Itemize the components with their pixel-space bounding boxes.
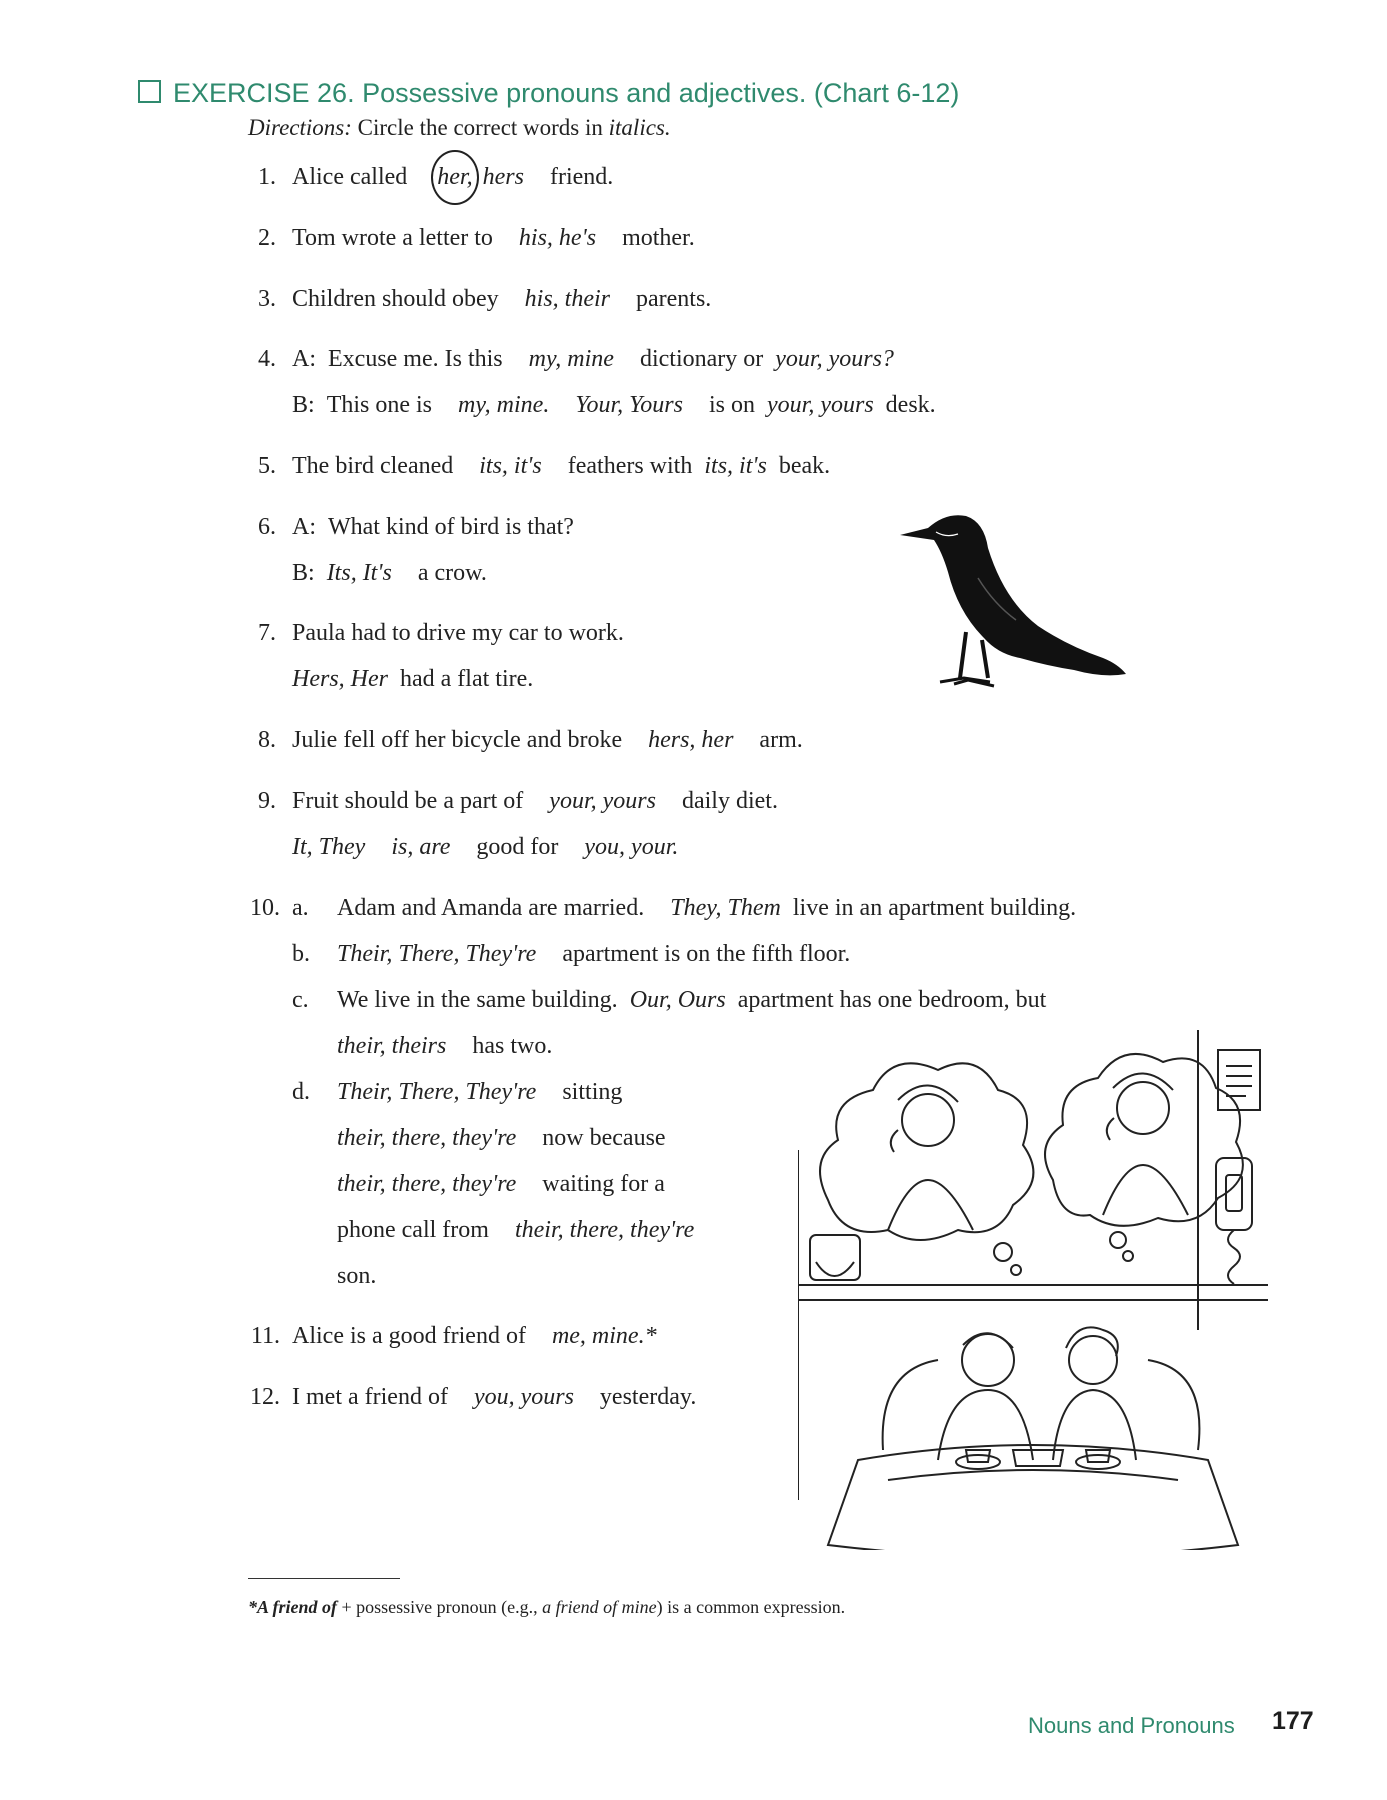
directions: Directions: Circle the correct words in italics. [248,115,671,140]
exercise-item-1: Alice called her, hers friend. [292,164,613,191]
exercise-item-7: Paula had to drive my car to work. [292,620,624,646]
answer-choices[interactable]: my, mine [528,346,614,372]
exercise-item-7b: Hers, Her had a flat tire. [292,666,534,692]
item-number: 10. [250,895,280,921]
answer-choices[interactable]: their, there, they're [514,1217,695,1243]
crow-illustration [898,508,1138,698]
sub-item-letter: c. [292,987,309,1013]
item-number: 9. [258,788,276,814]
footnote: *A friend of + possessive pronoun (e.g., a friend of mine) is a common expression. [248,1597,846,1617]
answer-choices[interactable]: Hers, Her [292,666,388,692]
exercise-item-5: The bird cleaned its, it's feathers with its, it's beak. [292,453,831,479]
exercise-item-10d-4: phone call from their, there, they're [337,1217,695,1243]
answer-choices[interactable]: his, their [524,286,610,312]
answer-choices[interactable]: Their, There, They're [337,1079,537,1105]
item-number: 7. [258,620,276,646]
answer-choices[interactable]: their, there, they're [337,1171,517,1197]
exercise-item-12: I met a friend of you, yours yesterday. [292,1384,697,1410]
answer-choices[interactable]: Our, Ours [629,987,726,1013]
answer-choices[interactable]: its, it's [704,453,767,479]
exercise-item-3: Children should obey his, their parents. [292,286,712,312]
item-number: 4. [258,346,276,372]
item-number: 6. [258,514,276,540]
exercise-item-6b: B: Its, It's a crow. [292,560,487,586]
sub-item-letter: d. [292,1079,310,1105]
answer-choices[interactable]: your, yours? [775,346,894,372]
exercise-item-10d-5: son. [337,1263,377,1289]
answer-choices[interactable]: its, it's [479,453,542,479]
answer-choices[interactable]: It, They [292,834,366,860]
exercise-item-10d-2: their, there, they're now because [337,1125,666,1151]
answer-choices[interactable]: is, are [391,834,451,860]
item-number: 2. [258,225,276,251]
answer-choices[interactable]: your, yours [767,392,874,418]
couple-waiting-illustration [798,1030,1268,1550]
checkbox-icon[interactable] [138,80,161,103]
item-number: 3. [258,286,276,312]
exercise-item-11: Alice is a good friend of me, mine.* [292,1323,657,1349]
item-number: 5. [258,453,276,479]
answer-choices[interactable]: They, Them [670,895,781,921]
item-number: 11. [250,1323,280,1349]
answer-choices[interactable]: Their, There, They're [337,941,537,967]
answer-choices[interactable]: my, mine. [458,392,550,418]
exercise-item-2: Tom wrote a letter to his, he's mother. [292,225,695,251]
answer-choices[interactable]: Your, Yours [575,392,683,418]
exercise-item-8: Julie fell off her bicycle and broke hers, her arm. [292,727,803,753]
exercise-title: EXERCISE 26. Possessive pronouns and adjectives. (Chart 6-12) [138,78,959,109]
exercise-item-10c-cont: their, theirs has two. [337,1033,553,1059]
exercise-item-10d-1: Their, There, They're sitting [337,1079,623,1105]
answer-choices[interactable]: you, yours [473,1384,574,1410]
exercise-item-10c: We live in the same building. Our, Ours apartment has one bedroom, but [337,987,1047,1013]
answer-choices[interactable]: their, there, they're [337,1125,517,1151]
footnote-divider [248,1578,400,1579]
exercise-item-9b: It, They is, are good for you, your. [292,834,679,860]
answer-choices[interactable]: his, he's [518,225,597,251]
exercise-item-10b: Their, There, They're apartment is on the fifth floor. [337,941,851,967]
answer-choices[interactable]: Its, It's [326,560,392,586]
answer-choices[interactable]: their, theirs [337,1033,447,1059]
exercise-item-10a: Adam and Amanda are married. They, Them live in an apartment building. [337,895,1077,921]
answer-choices[interactable]: you, your. [584,834,679,860]
section-label: Nouns and Pronouns [1028,1713,1235,1738]
circled-answer: her, [431,150,478,205]
item-number: 8. [258,727,276,753]
exercise-item-4b: B: This one is my, mine. Your, Yours is on your, yours desk. [292,392,936,418]
sub-item-letter: b. [292,941,310,967]
item-number: 1. [258,164,276,190]
item-number: 12. [250,1384,280,1410]
answer-choices[interactable]: hers, her [648,727,734,753]
page-number: 177 [1272,1707,1314,1735]
exercise-item-10d-3: their, there, they're waiting for a [337,1171,665,1197]
exercise-item-4a: A: Excuse me. Is this my, mine dictionary or your, yours? [292,346,894,372]
sub-item-letter: a. [292,895,309,921]
answer-choices[interactable]: me, mine.* [551,1323,657,1349]
exercise-item-9: Fruit should be a part of your, yours daily diet. [292,788,778,814]
exercise-item-6a: A: What kind of bird is that? [292,514,574,540]
answer-choices[interactable]: your, yours [549,788,656,814]
